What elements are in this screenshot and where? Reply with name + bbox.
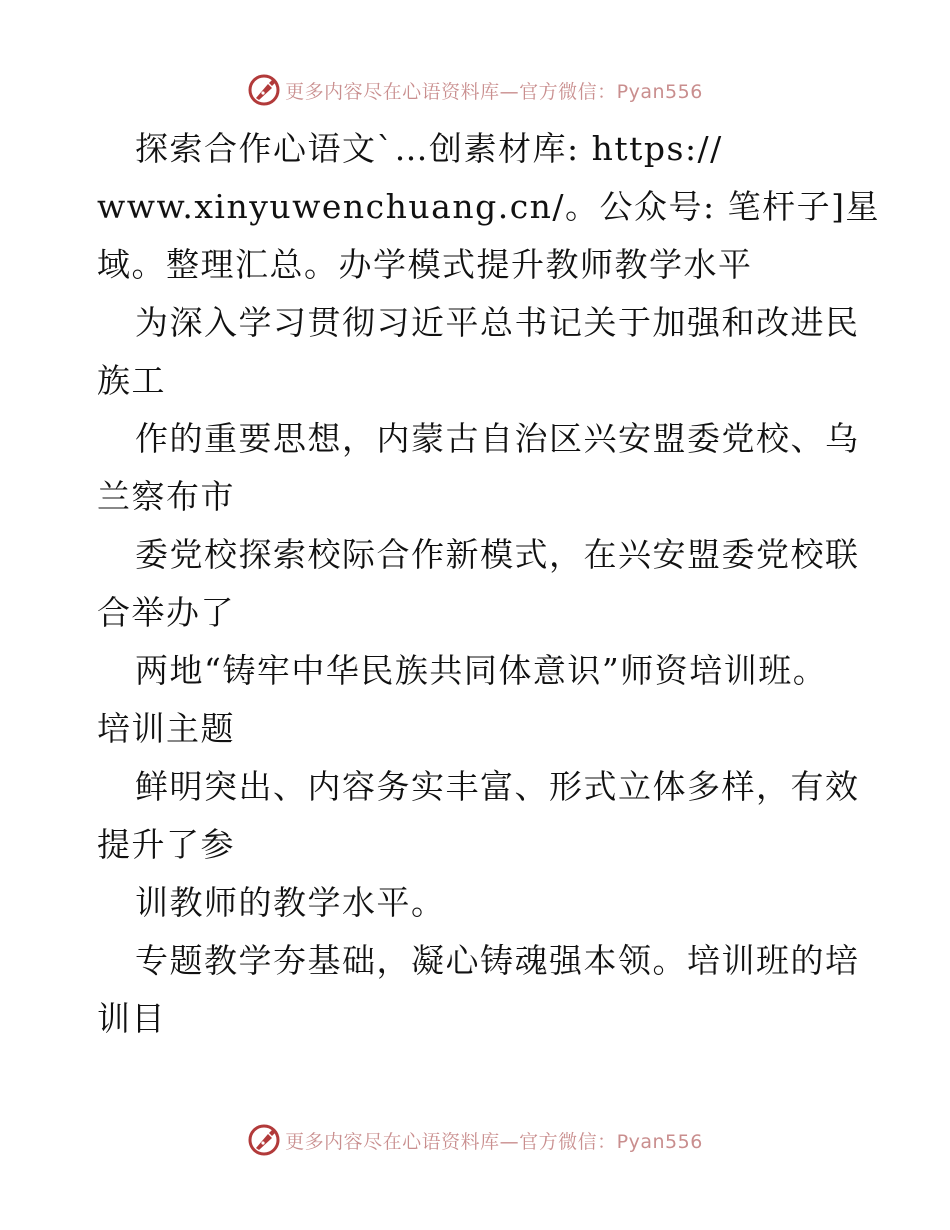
text-line: 训目 bbox=[97, 999, 166, 1038]
watermark-text: 更多内容尽在心语资料库—官方微信：Pyan556 bbox=[285, 80, 703, 103]
text-line: 培训主题 bbox=[97, 709, 235, 748]
text-line: 探索合作心语文`…创素材库: https:// bbox=[135, 129, 723, 168]
text-line: 训教师的教学水平。 bbox=[135, 883, 446, 922]
text-line: 专题教学夯基础，凝心铸魂强本领。培训班的培 bbox=[135, 941, 860, 980]
footer-watermark-banner bbox=[0, 1120, 950, 1160]
text-line: www.xinyuwenchuang.cn/。公众号: 笔杆子]星 bbox=[97, 187, 881, 226]
text-line: 委党校探索校际合作新模式，在兴安盟委党校联 bbox=[135, 535, 860, 574]
text-line: 提升了参 bbox=[97, 825, 235, 864]
text-line: 合举办了 bbox=[97, 593, 235, 632]
header-watermark-banner bbox=[0, 70, 950, 110]
text-line: 鲜明突出、内容务实丰富、形式立体多样，有效 bbox=[135, 767, 860, 806]
document-body bbox=[97, 120, 881, 1048]
text-line: 两地“铸牢中华民族共同体意识”师资培训班。 bbox=[135, 651, 828, 690]
pen-nib-circle-icon bbox=[247, 1123, 281, 1157]
pen-nib-circle-icon bbox=[247, 73, 281, 107]
text-line: 为深入学习贯彻习近平总书记关于加强和改进民 bbox=[135, 303, 860, 342]
text-line: 域。整理汇总。办学模式提升教师教学水平 bbox=[97, 245, 753, 284]
text-line: 作的重要思想，内蒙古自治区兴安盟委党校、乌 bbox=[135, 419, 860, 458]
watermark-text: 更多内容尽在心语资料库—官方微信：Pyan556 bbox=[285, 1130, 703, 1153]
text-line: 族工 bbox=[97, 361, 166, 400]
text-line: 兰察布市 bbox=[97, 477, 235, 516]
